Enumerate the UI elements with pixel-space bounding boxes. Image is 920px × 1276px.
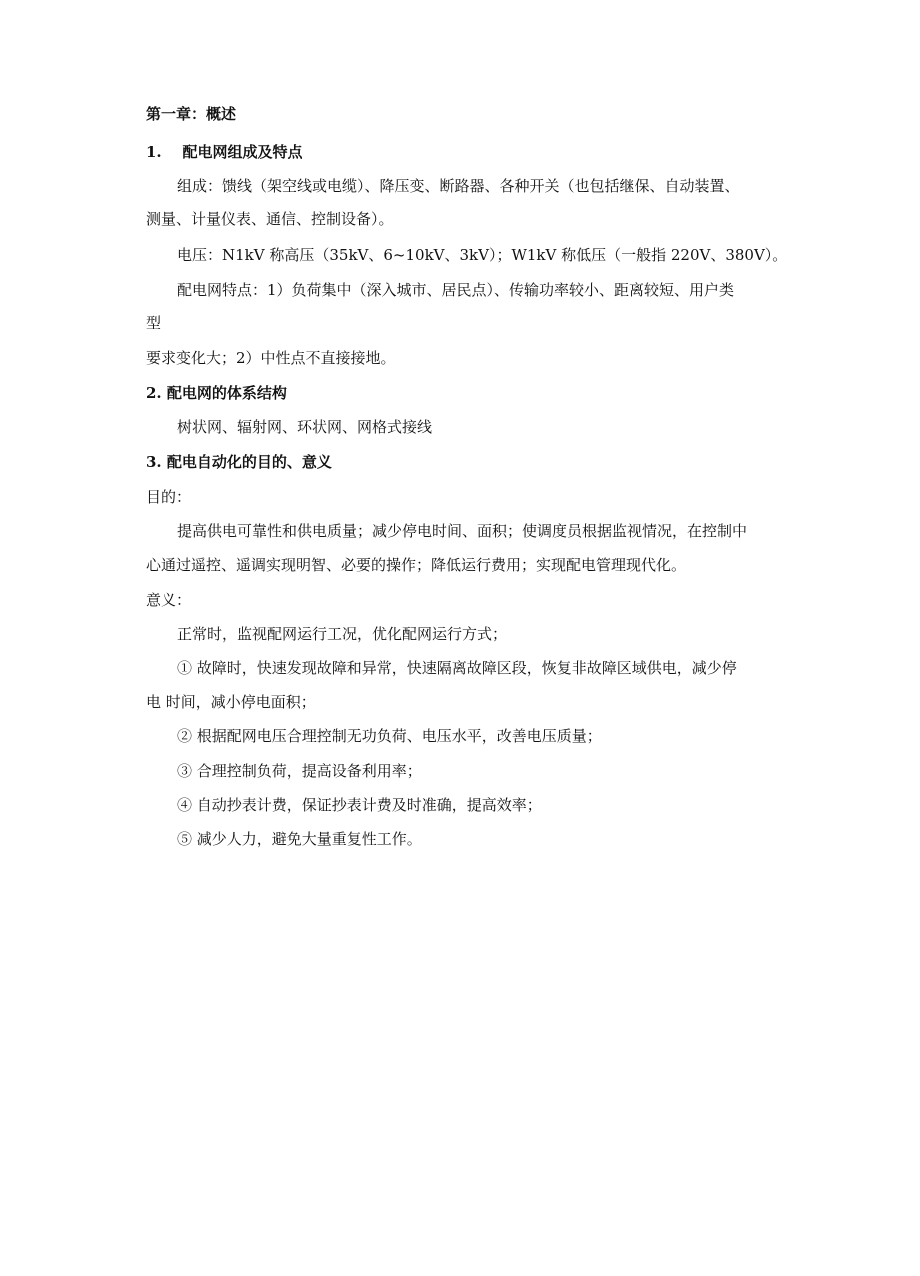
- composition-line2: 测量、计量仪表、通信、控制设备）。: [146, 210, 394, 228]
- purpose-line1: 提高供电可靠性和供电质量；减少停电时间、面积；使调度员根据监视情况，在控制中: [177, 522, 748, 540]
- section1-heading: 1. 配电网组成及特点: [146, 143, 303, 161]
- features-line1: 配电网特点：1）负荷集中（深入城市、居民点）、传输功率较小、距离较短、用户类: [177, 281, 735, 299]
- meaning-item2: ② 根据配网电压合理控制无功负荷、电压水平，改善电压质量；: [177, 727, 602, 745]
- section2-content: 树状网、辐射网、环状网、网格式接线: [177, 418, 433, 436]
- features-line3: 要求变化大；2）中性点不直接接地。: [146, 349, 396, 367]
- meaning-item1-line1: ① 故障时，快速发现故障和异常，快速隔离故障区段，恢复非故障区域供电，减少停: [177, 659, 737, 677]
- meaning-label: 意义：: [146, 591, 192, 609]
- meaning-item4: ④ 自动抄表计费，保证抄表计费及时准确，提高效率；: [177, 796, 542, 814]
- meaning-item3: ③ 合理控制负荷，提高设备利用率；: [177, 762, 422, 780]
- features-line2: 型: [146, 314, 162, 332]
- voltage-line: 电压：N1kV 称高压（35kV、6~10kV、3kV）；W1kV 称低压（一般指 220V、380V）。: [177, 246, 788, 264]
- meaning-item5: ⑤ 减少人力，避免大量重复性工作。: [177, 830, 422, 848]
- purpose-line2: 心通过遥控、遥调实现明智、必要的操作；降低运行费用；实现配电管理现代化。: [146, 556, 687, 574]
- section2-heading: 2. 配电网的体系结构: [146, 384, 287, 402]
- composition-line1: 组成：馈线（架空线或电缆）、降压变、断路器、各种开关（也包括继保、自动装置、: [177, 177, 740, 195]
- meaning-item1-line2: 电 时间，减小停电面积；: [146, 693, 316, 711]
- chapter-title: 第一章：概述: [146, 105, 237, 123]
- meaning-intro: 正常时，监视配网运行工况，优化配网运行方式；: [177, 625, 508, 643]
- section3-heading: 3. 配电自动化的目的、意义: [146, 453, 332, 471]
- purpose-label: 目的：: [146, 488, 192, 506]
